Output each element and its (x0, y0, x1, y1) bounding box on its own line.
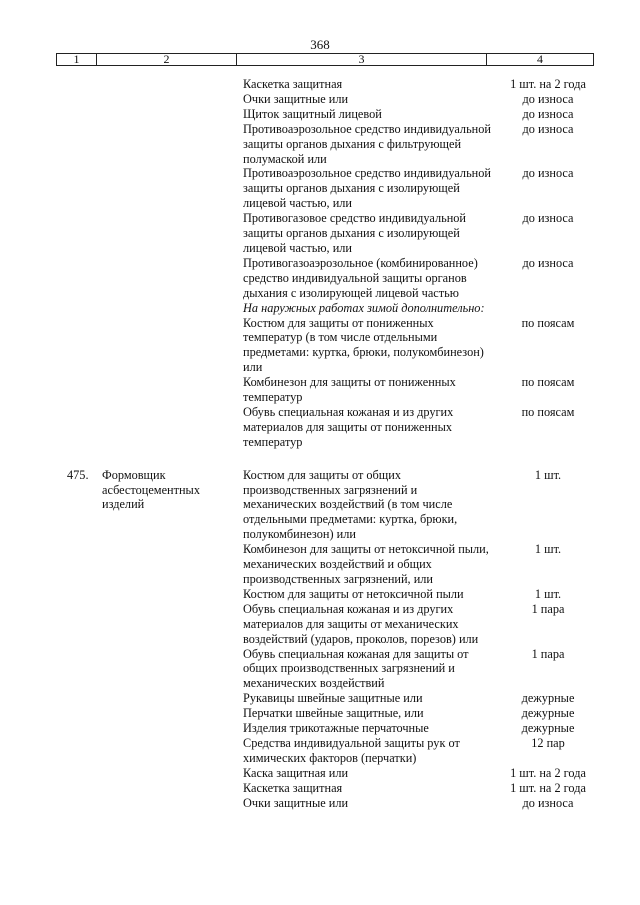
item-name: Обувь специальная кожаная и из других материалов для защиты от механических воздействий (ударов, проколов, порезов) или (243, 601, 479, 646)
item-quantity: дежурные (521, 691, 575, 706)
item-quantity: по поясам (521, 315, 575, 330)
item-name: Обувь специальная кожаная и из других материалов для защиты от пониженных температур (243, 404, 454, 449)
profession-name: Формовщик асбестоцементных изделий (102, 467, 200, 512)
item-name: Противогазовое средство индивидуальной защиты органов дыхания с изолирующей лицевой частью, или (243, 211, 467, 255)
item-name: Средства индивидуальной защиты рук от химических факторов (перчатки) (243, 735, 460, 765)
item-name: Костюм для защиты от пониженных температур (в том числе отдельными предметами: куртка, брюки, полукомбинезон) или (243, 315, 484, 375)
item-name: Каска защитная или (243, 765, 349, 780)
table-row (0, 375, 640, 405)
item-quantity: 1 шт. на 2 года (510, 77, 586, 91)
table-row (0, 107, 640, 122)
item-quantity: 1 шт. (534, 467, 562, 482)
item-quantity: до износа (522, 211, 574, 226)
item-name: Изделия трикотажные перчаточные (243, 721, 429, 736)
table-row (0, 706, 640, 721)
group-spacer (0, 450, 640, 468)
table-row (0, 781, 640, 796)
group-continued (0, 77, 640, 450)
page-number: 368 (310, 37, 330, 52)
item-quantity: по поясам (521, 375, 575, 390)
table-row (0, 316, 640, 376)
item-name: Щиток защитный лицевой (243, 106, 382, 121)
column-header-row (56, 53, 594, 66)
item-quantity: до износа (522, 121, 574, 136)
item-quantity: дежурные (521, 706, 575, 721)
item-name: Противоаэрозольное средство индивидуальной защиты органов дыхания с фильтрующей полумаской или (243, 121, 491, 166)
row-number: 475. (67, 467, 89, 482)
item-quantity: до износа (522, 255, 574, 270)
item-name: Обувь специальная кожаная для защиты от общих производственных загрязнений и механических воздействий (243, 646, 469, 691)
item-name: Перчатки швейные защитные, или (243, 706, 424, 721)
item-quantity: дежурные (521, 721, 575, 736)
item-name: Очки защитные или (243, 795, 349, 810)
table-row (0, 211, 640, 256)
item-quantity: 1 пара (531, 601, 565, 616)
table-row (0, 256, 640, 301)
item-quantity: до износа (522, 166, 574, 181)
item-quantity: 1 шт. на 2 года (510, 765, 586, 780)
item-quantity: 1 шт. (534, 542, 562, 557)
item-name: Комбинезон для защиты от нетоксичной пыли, механических воздействий и общих производственных загрязнений, или (243, 542, 489, 586)
item-quantity: до износа (522, 91, 574, 106)
item-quantity: по поясам (521, 404, 575, 419)
item-name: Костюм для защиты от общих производственных загрязнений и механических воздействий (в том числе отдельными предметами: куртка, брюки, полукомбинезон) или (243, 467, 458, 542)
table-row (0, 468, 640, 543)
item-name: Очки защитные или (243, 91, 349, 106)
table-row (0, 587, 640, 602)
group-475 (0, 468, 640, 811)
table-row (0, 602, 640, 647)
table-row (0, 166, 640, 211)
item-name: Комбинезон для защиты от пониженных температур (243, 375, 456, 405)
table-row (0, 77, 640, 92)
item-name: Противоаэрозольное средство индивидуальной защиты органов дыхания с изолирующей лицевой частью, или (243, 166, 491, 211)
column-header-2: 2 (97, 54, 237, 65)
item-name: Противогазоаэрозольное (комбинированное) средство индивидуальной защиты органов дыхания с изолирующей лицевой частью (243, 255, 478, 300)
item-quantity: 12 пар (531, 735, 565, 750)
column-header-1: 1 (57, 54, 97, 65)
table-row (0, 122, 640, 167)
item-name: Костюм для защиты от нетоксичной пыли (243, 586, 464, 601)
item-quantity: до износа (522, 106, 574, 121)
table-row (0, 647, 640, 692)
table-row (0, 736, 640, 766)
item-name: Рукавицы швейные защитные или (243, 691, 423, 706)
protective-equipment-table (0, 77, 640, 811)
item-quantity: 1 шт. на 2 года (510, 780, 586, 795)
table-row (0, 721, 640, 736)
item-quantity: 1 пара (531, 646, 565, 661)
table-row (0, 405, 640, 450)
table-row-note (0, 301, 640, 316)
column-header-3: 3 (237, 54, 487, 65)
item-name: Каскетка защитная (243, 780, 343, 795)
column-header-4: 4 (537, 52, 543, 66)
section-note: На наружных работах зимой дополнительно: (243, 300, 485, 315)
item-quantity: до износа (522, 795, 574, 810)
table-row (0, 766, 640, 781)
table-row (0, 691, 640, 706)
table-row (0, 796, 640, 811)
item-name: Каскетка защитная (243, 77, 343, 91)
table-row (0, 92, 640, 107)
table-row (0, 542, 640, 587)
item-quantity: 1 шт. (534, 586, 562, 601)
